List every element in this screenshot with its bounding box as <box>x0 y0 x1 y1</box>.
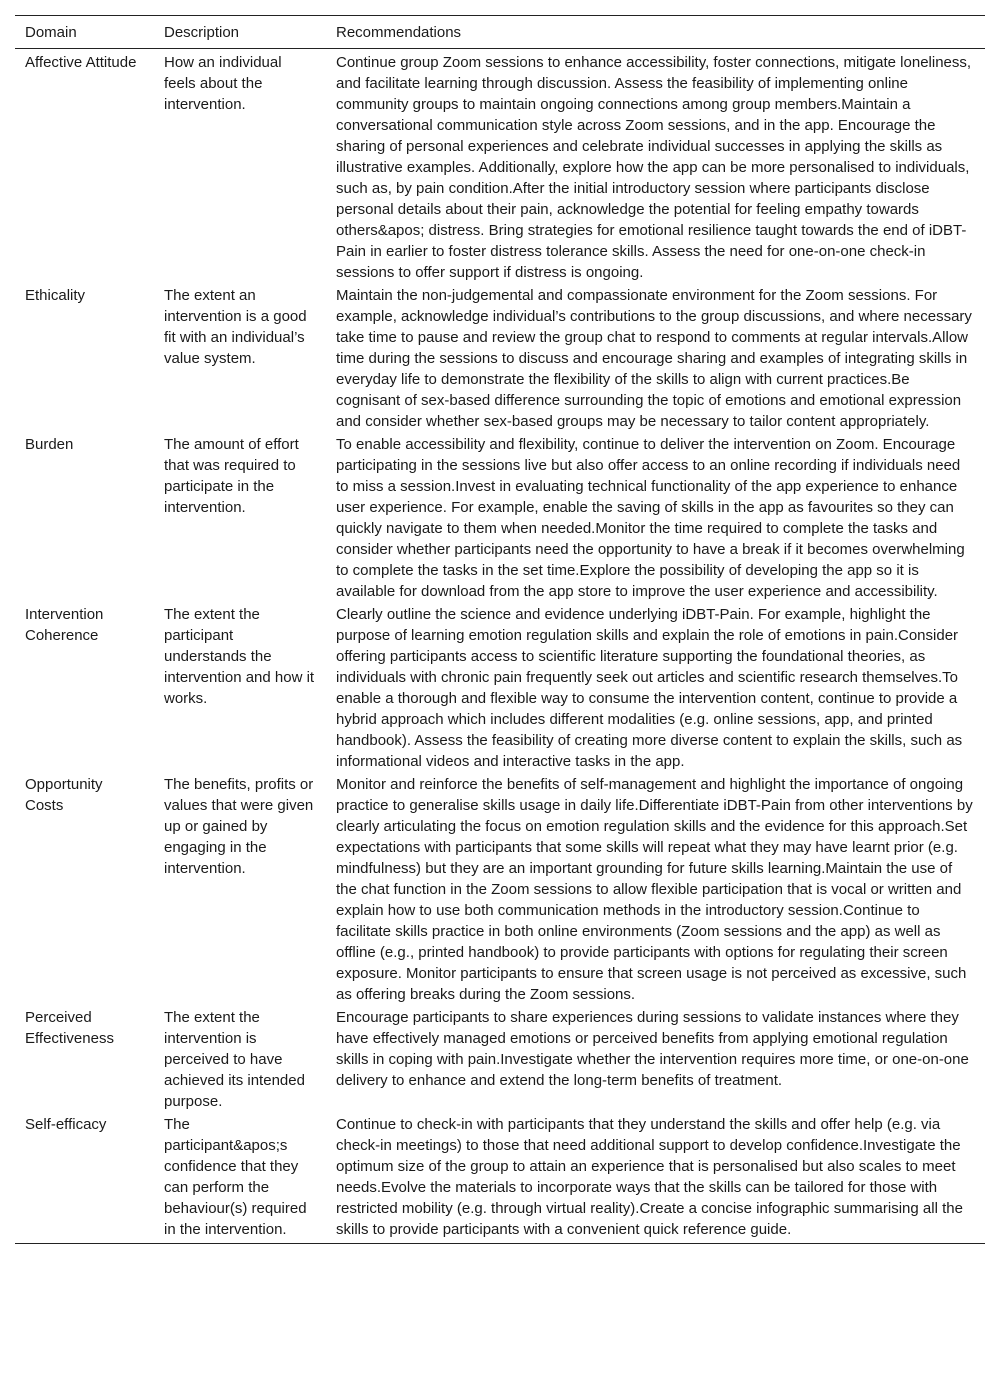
table-body <box>15 49 985 1244</box>
table-row <box>15 433 985 603</box>
domain-cell: Perceived Effectiveness <box>25 1009 114 1047</box>
column-header-description: Description <box>164 24 240 41</box>
domain-cell: Intervention Coherence <box>25 606 104 644</box>
description-cell: How an individual feels about the intervention. <box>164 54 282 113</box>
recommendations-cell: Maintain the non-judgemental and compassionate environment for the Zoom sessions. For example, acknowledge individual’s contributions to the group discussions, and where necessary take time to pause and review the group chat to respond to comments at regular intervals.Allow time during the sessions to discuss and encourage sharing and examples of integrating skills in everyday life to demonstrate the flexibility of the skills to align with current practices.Be cognisant of sex-based difference surrounding the topic of emotions and emotional expression and consider whether sex-based groups may be necessary to tailor content appropriately. <box>336 287 972 430</box>
table-row <box>15 603 985 773</box>
description-cell: The extent the intervention is perceived to have achieved its intended purpose. <box>164 1009 305 1110</box>
recommendations-cell: Continue to check-in with participants that they understand the skills and offer help (e.g. via check-in meetings) to those that need additional support to develop confidence.Investigate the optimum size of the group to attain an experience that is personalised but also scales to meet needs.Evolve the materials to incorporate ways that the skills can be tailored for those with restricted mobility (e.g. through virtual reality).Create a concise infographic summarising all the skills to provide participants with a convenient quick reference guide. <box>336 1116 963 1238</box>
description-cell: The amount of effort that was required to participate in the intervention. <box>164 436 299 516</box>
description-cell: The participant&apos;s confidence that they can perform the behaviour(s) required in the intervention. <box>164 1116 307 1238</box>
recommendations-cell: To enable accessibility and flexibility, continue to deliver the intervention on Zoom. Encourage participating in the sessions live but also offer access to an online recording if individuals need to miss a session.Invest in evaluating technical functionality of the app experience to enhance user experience. For example, enable the saving of skills in the app as favourites so they can quickly navigate to them when needed.Monitor the time required to complete the tasks and consider whether participants need the opportunity to have a break if it becomes overwhelming to complete the tasks in the set time.Explore the possibility of developing the app so it is available for download from the app store to improve the user experience and accessibility. <box>336 436 965 600</box>
table-row <box>15 773 985 1006</box>
table-header <box>15 16 985 49</box>
domain-cell: Affective Attitude <box>25 54 137 71</box>
domain-cell: Burden <box>25 436 74 453</box>
table-header-row <box>15 16 985 49</box>
recommendations-cell: Clearly outline the science and evidence underlying iDBT-Pain. For example, highlight the purpose of learning emotion regulation skills and explain the role of emotions in pain.Consider offering participants access to scientific literature supporting the foundational theories, as individuals with chronic pain frequently seek out articles and scientific research themselves.To enable a thorough and flexible way to consume the intervention content, continue to provide a hybrid approach which includes different modalities (e.g. online sessions, app, and printed handbook). Assess the feasibility of creating more diverse content to explain the skills, such as informational videos and interactive tasks in the app. <box>336 606 963 770</box>
table-row <box>15 284 985 433</box>
recommendations-cell: Continue group Zoom sessions to enhance accessibility, foster connections, mitigate loneliness, and facilitate learning through discussion. Assess the feasibility of implementing online community groups to maintain ongoing connections among group members.Maintain a conversational communication style across Zoom sessions, and in the app. Encourage the sharing of personal experiences and celebrate individual successes in applying the skills as illustrative examples. Additionally, explore how the app can be more personalised to individuals, such as, by pain condition.After the initial introductory session where participants disclose personal details about their pain, acknowledge the potential for feeling empathy towards others&apos; distress. Bring strategies for emotional resilience taught towards the end of iDBT-Pain in earlier to foster distress tolerance skills. Assess the need for one-on-one check-in sessions to offer support if distress is ongoing. <box>336 54 972 281</box>
recommendations-cell: Encourage participants to share experiences during sessions to validate instances where they have effectively managed emotions or perceived benefits from applying emotional regulation skills in coping with pain.Investigate whether the intervention requires more time, or one-on-one delivery to enhance and extend the long-term benefits of treatment. <box>336 1009 969 1089</box>
table-row <box>15 1113 985 1244</box>
description-cell: The benefits, profits or values that were given up or gained by engaging in the intervention. <box>164 776 314 877</box>
domain-cell: Ethicality <box>25 287 86 304</box>
column-header-domain: Domain <box>25 24 77 41</box>
description-cell: The extent the participant understands the intervention and how it works. <box>164 606 315 707</box>
recommendations-table <box>15 15 985 1244</box>
domain-cell: Opportunity Costs <box>25 776 103 814</box>
table-row <box>15 1006 985 1113</box>
domain-cell: Self-efficacy <box>25 1116 107 1133</box>
description-cell: The extent an intervention is a good fit with an individual’s value system. <box>164 287 307 367</box>
table-row <box>15 49 985 285</box>
recommendations-cell: Monitor and reinforce the benefits of self-management and highlight the importance of ongoing practice to generalise skills usage in daily life.Differentiate iDBT-Pain from other interventions by clearly articulating the focus on emotion regulation skills and the evidence for this approach.Set expectations with participants that some skills will repeat what they may have learnt prior (e.g. mindfulness) but they are an important grounding for future skills learning.Maintain the use of the chat function in the Zoom sessions to allow flexible participation that is vocal or written and explain how to use both communication methods in the introductory session.Continue to facilitate skills practice in both online environments (Zoom sessions and the app) as well as offline (e.g., printed handbook) to provide participants with options for regulating their screen exposure. Monitor participants to ensure that screen usage is not perceived as excessive, such as offering breaks during the Zoom sessions. <box>336 776 973 1003</box>
column-header-recommendations: Recommendations <box>336 24 462 41</box>
